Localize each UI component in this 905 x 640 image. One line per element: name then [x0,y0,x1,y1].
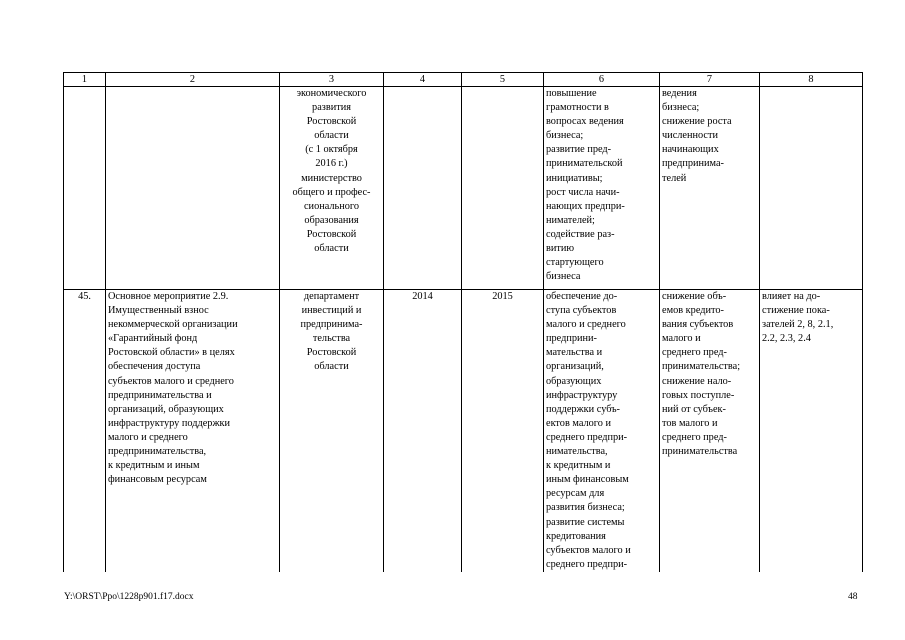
cell-text-line: инвестиций и [301,305,362,317]
column-number-row [64,73,863,87]
cell-text-line: снижение объ- [662,291,727,302]
cell-text-line: предпринима- [300,319,363,331]
cell-text-line: инфраструктуру поддержки [108,417,231,429]
cell-text-line: инициативы; [546,172,603,184]
cell-text-line: организаций, [546,361,604,373]
cell-text-line: нающих предпри- [546,200,625,212]
cell-text-line: области [314,130,349,142]
file-path-footer: Y:\ORST\Ppo\1228p901.f17.docx [64,592,194,602]
cell-text-line: обеспечения доступа [108,361,201,373]
cell-text-line: 2016 г.) [315,158,348,170]
cell-text-line: рост числа начи- [546,186,620,198]
cell-text-line: емов кредито- [662,305,724,317]
cell-text-line: некоммерческой организации [108,319,238,331]
cell-text-line: образующих [546,375,602,387]
end-year-cell [462,87,544,290]
cell-text-line: кредитования [546,530,606,542]
cell-text-line: Ростовской области» в целях [108,347,235,359]
cell-text-line: ведения [662,88,697,99]
expected-result-cell [544,290,660,572]
end-year-cell: 2015 [462,290,544,572]
row-number-cell [64,87,106,290]
indicator-link-cell [760,290,863,572]
cell-text-line: субъектов малого и среднего [108,375,234,387]
cell-text-line: области [314,243,349,255]
activity-cell [106,290,280,572]
cell-text-line: малого и [662,333,701,345]
cell-text-line: развитие системы [546,516,625,528]
cell-text-line: бизнеса; [662,102,700,114]
cell-text-line: телей [662,172,687,184]
cell-text-line: иным финансовым [546,474,629,486]
responsible-executor-cell [280,87,384,290]
cell-text-line: тов малого и [662,417,718,429]
cell-text-line: к кредитным и иным [108,460,200,472]
cell-text-line: Ростовской [306,347,357,359]
cell-text-line: стартующего [546,257,604,269]
cell-text-line: министерство [301,172,362,184]
cell-text-line: среднего предпри- [546,431,628,443]
cell-text-line: начинающих [662,144,719,156]
page-number: 48 [848,592,858,602]
cell-text-line: предпринима- [662,158,724,170]
cell-text-line: (с 1 октября [305,144,358,156]
cell-text-line: ектов малого и [546,417,611,429]
cell-text-line: развития [312,102,351,114]
cell-text-line: тельства [312,333,351,345]
cell-text-line: численности [662,130,718,142]
cell-text-line: грамотности в [546,102,609,114]
cell-text-line: департамент [303,291,360,302]
cell-text-line: развития бизнеса; [546,502,625,514]
cell-text-line: Ростовской [306,116,357,128]
cell-text-line: стижение пока- [762,305,830,317]
cell-text-line: принимательской [546,158,623,170]
activity-cell [106,87,280,290]
column-number: 1 [64,73,106,87]
column-number: 6 [544,73,660,87]
table-row [64,290,863,572]
consequences-cell [660,87,760,290]
cell-text-line: ступа субъектов [546,305,617,317]
cell-text-line: снижение нало- [662,375,732,387]
cell-text-line: Имущественный взнос [108,305,209,317]
cell-text-line: нимательства, [546,446,608,458]
cell-text-line: мательства и [546,347,603,359]
cell-text-line: предпринимательства, [108,446,207,458]
cell-text-line: организаций, образующих [108,403,224,415]
cell-text-line: поддержки субъ- [546,403,620,415]
cell-text-line: обеспечение до- [546,291,618,302]
cell-text-line: общего и профес- [292,186,371,198]
cell-text-line: малого и среднего [108,431,188,443]
cell-text-line: говых поступле- [662,389,735,401]
cell-text-line: среднего пред- [662,431,727,443]
cell-text-line: нимателей; [546,214,595,226]
cell-text-line: области [314,361,349,373]
cell-text-line: экономического [296,88,367,99]
cell-text-line: Основное мероприятие 2.9. [108,291,229,302]
cell-text-line: предпринимательства и [108,389,212,401]
cell-text-line: бизнеса [546,271,581,283]
cell-text-line: содействие раз- [546,228,615,240]
cell-text-line: зателей 2, 8, 2.1, [762,319,834,331]
cell-text-line: ресурсам для [546,488,605,500]
indicator-link-cell [760,87,863,290]
cell-text-line: к кредитным и [546,460,611,472]
cell-text-line: образования [304,214,359,226]
cell-text-line: среднего пред- [662,347,727,359]
cell-text-line: витию [546,243,575,255]
cell-text-line: Ростовской [306,228,357,240]
cell-text-line: ний от субъек- [662,403,726,415]
cell-text-line: вания субъектов [662,319,734,331]
cell-text-line: развитие пред- [546,144,612,156]
column-number: 8 [760,73,863,87]
cell-text-line: принимательства [662,446,738,458]
cell-text-line: вопросах ведения [546,116,624,128]
responsible-executor-cell [280,290,384,572]
column-number: 2 [106,73,280,87]
column-number: 3 [280,73,384,87]
cell-text-line: сионального [303,200,359,212]
column-number: 5 [462,73,544,87]
column-number: 4 [384,73,462,87]
start-year-cell: 2014 [384,290,462,572]
cell-text-line: среднего предпри- [546,558,628,570]
cell-text-line: финансовым ресурсам [108,474,207,486]
cell-text-line: принимательства; [662,361,741,373]
consequences-cell [660,290,760,572]
cell-text-line: малого и среднего [546,319,626,331]
cell-text-line: бизнеса; [546,130,584,142]
cell-text-line: снижение роста [662,116,732,128]
cell-text-line: предприни- [546,333,597,345]
program-table [63,72,863,572]
cell-text-line: субъектов малого и [546,544,631,556]
column-number: 7 [660,73,760,87]
table-row-continuation [64,87,863,290]
cell-text-line: влияет на до- [762,291,821,302]
expected-result-cell [544,87,660,290]
cell-text-line: инфраструктуру [546,389,618,401]
cell-text-line: повышение [546,88,597,99]
row-number-cell: 45. [64,290,106,572]
cell-text-line: «Гарантийный фонд [108,333,198,345]
cell-text-line: 2.2, 2.3, 2.4 [762,333,811,345]
start-year-cell [384,87,462,290]
